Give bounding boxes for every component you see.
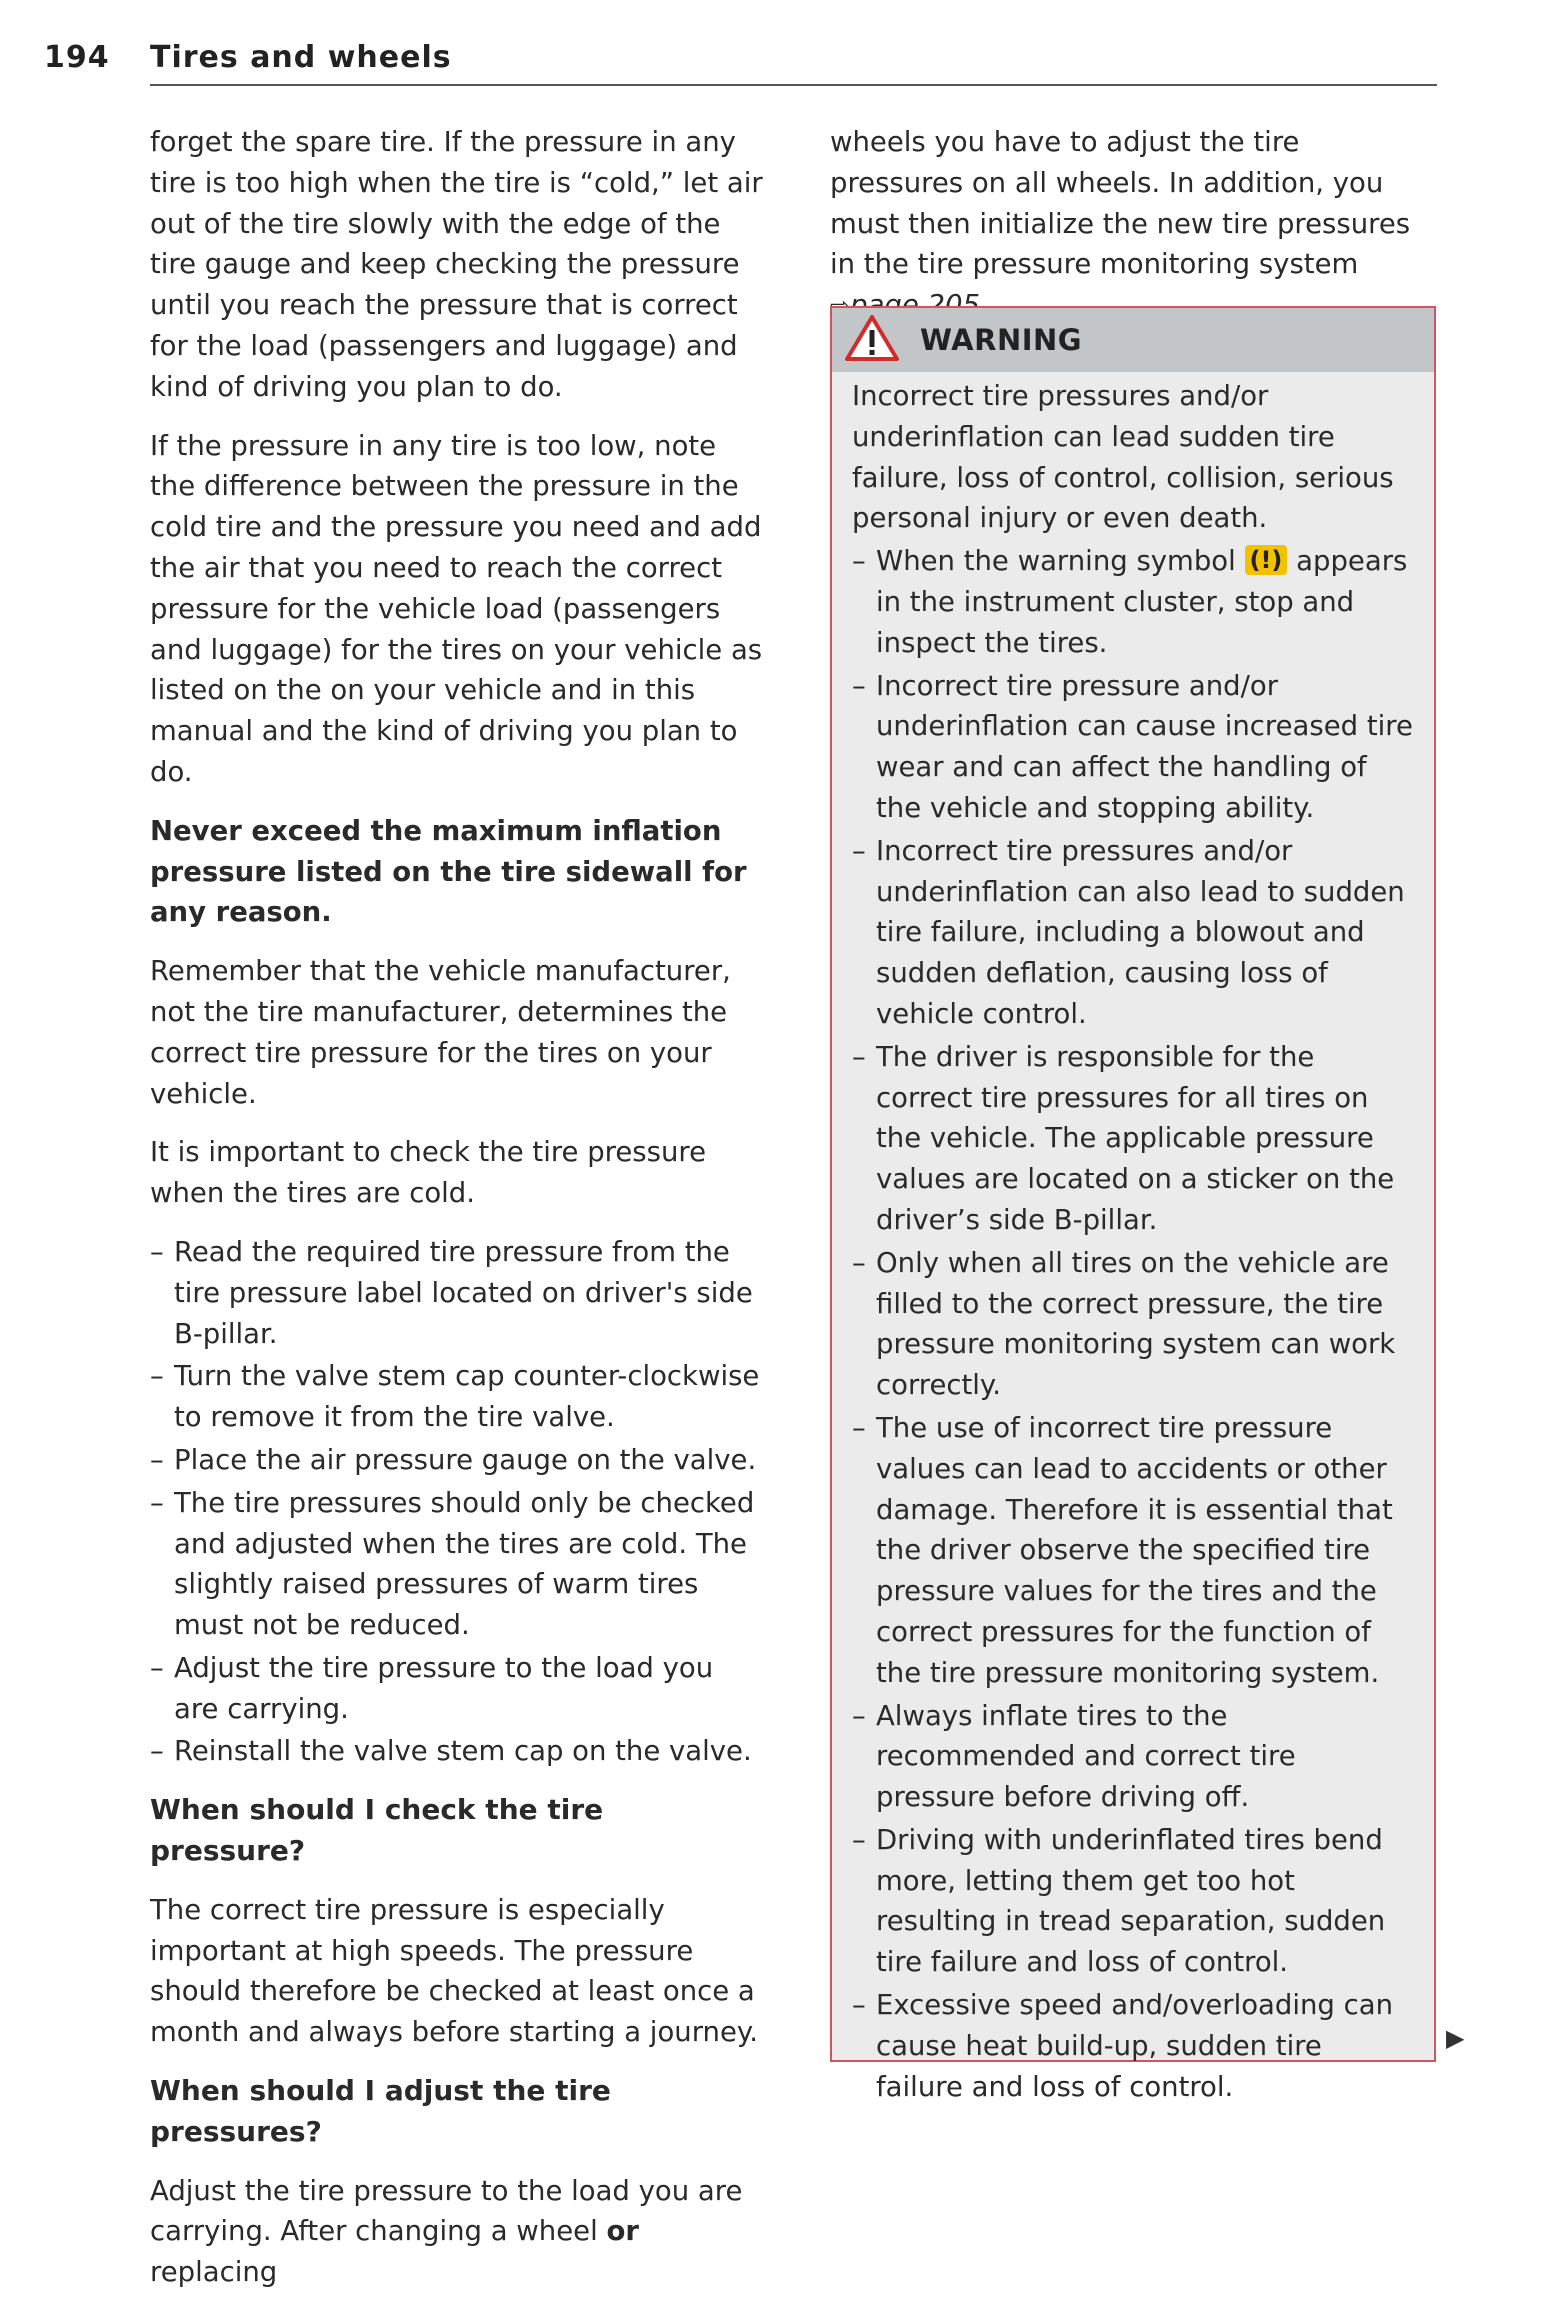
paragraph xyxy=(830,122,1440,327)
list-item-text: The driver is responsible for the correct tire pressures for all tires on the vehicle. The applicable pressure values are located on a sticker on the driver’s side B-pillar. xyxy=(876,1040,1395,1236)
list-item: – Incorrect tire pressure and/or underinflation can cause increased tire wear and can affect the handling of the vehicle and stopping ability. xyxy=(852,669,1413,824)
subheading: When should I check the tire pressure? xyxy=(150,1793,604,1868)
list-item-text: Always inflate tires to the recommended and correct tire pressure before driving off. xyxy=(876,1699,1296,1814)
tire-pressure-warning-icon: (!) xyxy=(1245,545,1288,575)
continue-arrow-icon: ▶ xyxy=(1446,2024,1465,2052)
list-item-text: appears in the instrument cluster, stop and inspect the tires. xyxy=(876,545,1408,659)
warning-box xyxy=(830,306,1436,2103)
list-item-text: The use of incorrect tire pressure values can lead to accidents or other damage. Therefore it is essential that the driver observe the specified tire pressure values for the tires and the correct pressures for the function of the tire pressure monitoring system. xyxy=(876,1411,1393,1689)
paragraph xyxy=(150,2171,765,2293)
list-item: – Turn the valve stem cap counter-clockwise to remove it from the tire valve. xyxy=(150,1360,760,1434)
list-item: – Place the air pressure gauge on the valve. xyxy=(150,1443,757,1476)
left-column xyxy=(150,122,765,2311)
steps-list xyxy=(150,1232,765,1772)
list-item: – Always inflate tires to the recommended and correct tire pressure before driving off. xyxy=(852,1699,1296,1814)
list-item-text: Excessive speed and/overloading can cause heat build-up, sudden tire failure and loss of control. xyxy=(876,1989,1394,2103)
list-item-text: Only when all tires on the vehicle are filled to the correct pressure, the tire pressure monitoring system can work correctly. xyxy=(876,1246,1396,1402)
bold-notice: Never exceed the maximum inflation pressure listed on the tire sidewall for any reason. xyxy=(150,814,747,929)
subheading: When should I adjust the tire pressures? xyxy=(150,2074,611,2148)
list-item-text: Place the air pressure gauge on the valve. xyxy=(174,1443,757,1476)
list-item: – The driver is responsible for the correct tire pressures for all tires on the vehicle. The applicable pressure values are located on a sticker on the driver’s side B-pillar. xyxy=(852,1040,1395,1236)
list-item: – The use of incorrect tire pressure values can lead to accidents or other damage. Therefore it is essential that the driver observe the specified tire pressure values for the tires and the correct pressures for the function of the tire pressure monitoring system. xyxy=(852,1411,1393,1689)
paragraph: Remember that the vehicle manufacturer, not the tire manufacturer, determines the correct tire pressure for the tires on your vehicle. xyxy=(150,955,731,1110)
paragraph-text: Adjust the tire pressure to the load you are carrying. After changing a wheel xyxy=(150,2174,743,2248)
list-item-text: Adjust the tire pressure to the load you are carrying. xyxy=(174,1651,714,1725)
list-item: – Only when all tires on the vehicle are filled to the correct pressure, the tire pressure monitoring system can work correctly. xyxy=(852,1246,1396,1402)
list-item-text: The tire pressures should only be checked and adjusted when the tires are cold. The slightly raised pressures of warm tires must not be reduced. xyxy=(174,1486,755,1642)
list-item-text: Read the required tire pressure from the tire pressure label located on driver's side B-pillar. xyxy=(174,1235,753,1350)
warning-triangle-icon xyxy=(844,314,900,366)
list-item-text: Incorrect tire pressure and/or underinflation can cause increased tire wear and can affect the handling of the vehicle and stopping ability. xyxy=(876,669,1413,824)
page-number: 194 xyxy=(44,40,110,75)
paragraph: It is important to check the tire pressure when the tires are cold. xyxy=(150,1136,706,1210)
list-item: – When the warning symbol (!) appears in the instrument cluster, stop and inspect the tires. xyxy=(852,545,1408,659)
paragraph: If the pressure in any tire is too low, note the difference between the pressure in the cold tire and the pressure you need and add the air that you need to reach the correct pressure for the vehicle load (passengers and luggage) for the tires on your vehicle as listed on the on your vehicle and in this manual and the kind of driving you plan to do. xyxy=(150,429,763,788)
list-item-text: Reinstall the valve stem cap on the valve. xyxy=(174,1735,752,1768)
warning-list xyxy=(852,541,1416,2107)
list-item: – Driving with underinflated tires bend more, letting them get too hot resulting in tread separation, sudden tire failure and loss of control. xyxy=(852,1823,1386,1979)
list-item: – Reinstall the valve stem cap on the valve. xyxy=(150,1735,752,1768)
list-item-text: Driving with underinflated tires bend more, letting them get too hot resulting in tread separation, sudden tire failure and loss of control. xyxy=(876,1823,1386,1979)
list-item-text: Incorrect tire pressures and/or underinflation can also lead to sudden tire failure, including a blowout and sudden deflation, causing loss of vehicle control. xyxy=(876,834,1405,1030)
header-rule xyxy=(150,84,1437,86)
list-item: – Excessive speed and/overloading can cause heat build-up, sudden tire failure and loss of control. xyxy=(852,1989,1394,2103)
bold-word: or xyxy=(606,2215,639,2248)
warning-intro: Incorrect tire pressures and/or underinflation can lead sudden tire failure, loss of control, collision, serious personal injury or even death. xyxy=(852,380,1394,535)
list-item: – Incorrect tire pressures and/or underinflation can also lead to sudden tire failure, including a blowout and sudden deflation, causing loss of vehicle control. xyxy=(852,834,1405,1030)
warning-header xyxy=(832,308,1434,372)
paragraph-text: replacing xyxy=(150,2256,278,2289)
paragraph: The correct tire pressure is especially important at high speeds. The pressure should therefore be checked at least once a month and always before starting a journey. xyxy=(150,1893,758,2049)
paragraph-text: wheels you have to adjust the tire pressures on all wheels. In addition, you must then initialize the new tire pressures in the tire pressure monitoring system xyxy=(830,126,1411,281)
list-item-text: When the warning symbol xyxy=(876,545,1236,578)
section-title: Tires and wheels xyxy=(150,40,452,75)
list-item: – Read the required tire pressure from the tire pressure label located on driver's side B-pillar. xyxy=(150,1235,753,1350)
warning-title: WARNING xyxy=(920,323,1083,357)
paragraph: forget the spare tire. If the pressure in any tire is too high when the tire is “cold,” let air out of the tire slowly with the edge of the tire gauge and keep checking the pressure until you reach the pressure that is correct for the load (passengers and luggage) and kind of driving you plan to do. xyxy=(150,126,763,403)
warning-body xyxy=(832,372,1434,2107)
list-item-text: Turn the valve stem cap counter-clockwise to remove it from the tire valve. xyxy=(174,1360,760,1434)
list-item: – The tire pressures should only be checked and adjusted when the tires are cold. The slightly raised pressures of warm tires must not be reduced. xyxy=(150,1486,755,1642)
list-item: – Adjust the tire pressure to the load you are carrying. xyxy=(150,1651,714,1725)
